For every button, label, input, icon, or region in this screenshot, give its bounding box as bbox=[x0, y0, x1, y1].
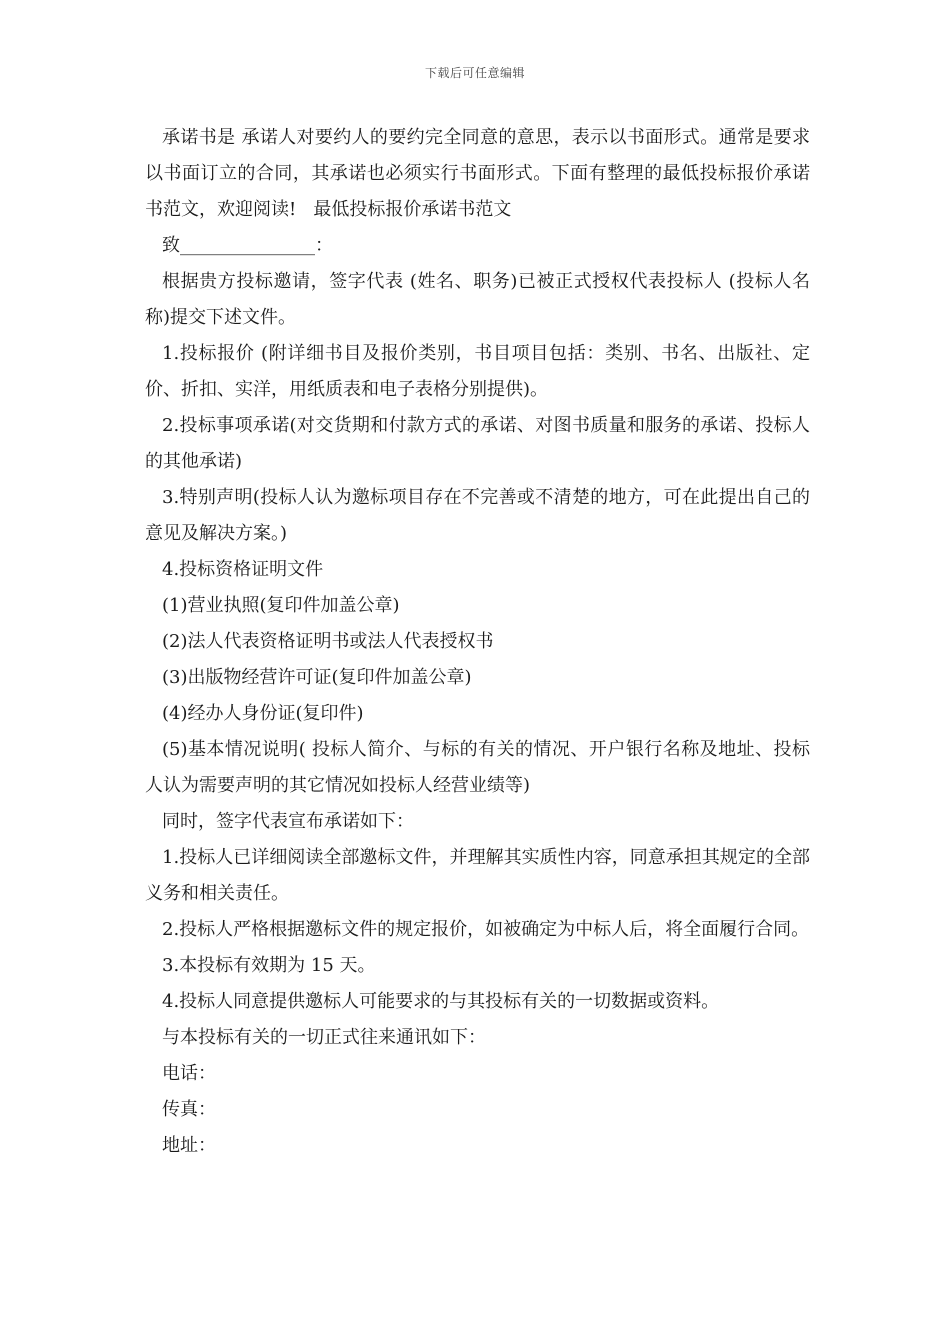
page-header: 下载后可任意编辑 bbox=[424, 66, 525, 80]
doc-item-4: 4.投标资格证明文件 bbox=[162, 559, 324, 580]
commitment-item-1: 1.投标人已详细阅读全部邀标文件，并理解其实质性内容，同意承担其规定的全部义务和相关责任。 bbox=[145, 847, 810, 904]
commitment-item-4: 4.投标人同意提供邀标人可能要求的与其投标有关的一切数据或资料。 bbox=[162, 991, 720, 1012]
doc-item-1: 1.投标报价 (附详细书目及报价类别，书目项目包括：类别、书名、出版社、定价、折扣、实洋，用纸质表和电子表格分别提供)。 bbox=[145, 343, 810, 400]
contact-phone: 电话： bbox=[162, 1063, 216, 1084]
intro-paragraph: 承诺书是 承诺人对要约人的要约完全同意的意思，表示以书面形式。通常是要求以书面订立的合同，其承诺也必须实行书面形式。下面有整理的最低投标报价承诺书范文，欢迎阅读! 最低投标报价承诺书范文 bbox=[145, 127, 810, 220]
contact-intro: 与本投标有关的一切正式往来通讯如下： bbox=[162, 1027, 486, 1048]
qualification-item-3: (3)出版物经营许可证(复印件加盖公章) bbox=[162, 667, 472, 688]
qualification-item-2: (2)法人代表资格证明书或法人代表授权书 bbox=[162, 631, 494, 652]
commitment-item-2: 2.投标人严格根据邀标文件的规定报价，如被确定为中标人后，将全面履行合同。 bbox=[162, 919, 810, 940]
addressee-line: 致_______________： bbox=[162, 235, 333, 256]
submission-paragraph: 根据贵方投标邀请，签字代表 (姓名、职务)已被正式授权代表投标人 (投标人名称)提交下述文件。 bbox=[145, 271, 810, 328]
contact-address: 地址： bbox=[162, 1135, 216, 1156]
qualification-item-5: (5)基本情况说明( 投标人简介、与标的有关的情况、开户银行名称及地址、投标人认为需要声明的其它情况如投标人经营业绩等) bbox=[145, 739, 810, 796]
contact-fax: 传真： bbox=[162, 1099, 216, 1120]
doc-item-3: 3.特别声明(投标人认为邀标项目存在不完善或不清楚的地方，可在此提出自己的意见及解决方案。) bbox=[145, 487, 810, 544]
qualification-item-1: (1)营业执照(复印件加盖公章) bbox=[162, 595, 400, 616]
commitment-item-3: 3.本投标有效期为 15 天。 bbox=[162, 955, 376, 976]
document-body bbox=[145, 120, 810, 1164]
commitment-intro: 同时，签字代表宣布承诺如下： bbox=[162, 811, 414, 832]
doc-item-2: 2.投标事项承诺(对交货期和付款方式的承诺、对图书质量和服务的承诺、投标人的其他承诺) bbox=[145, 415, 810, 472]
qualification-item-4: (4)经办人身份证(复印件) bbox=[162, 703, 364, 724]
